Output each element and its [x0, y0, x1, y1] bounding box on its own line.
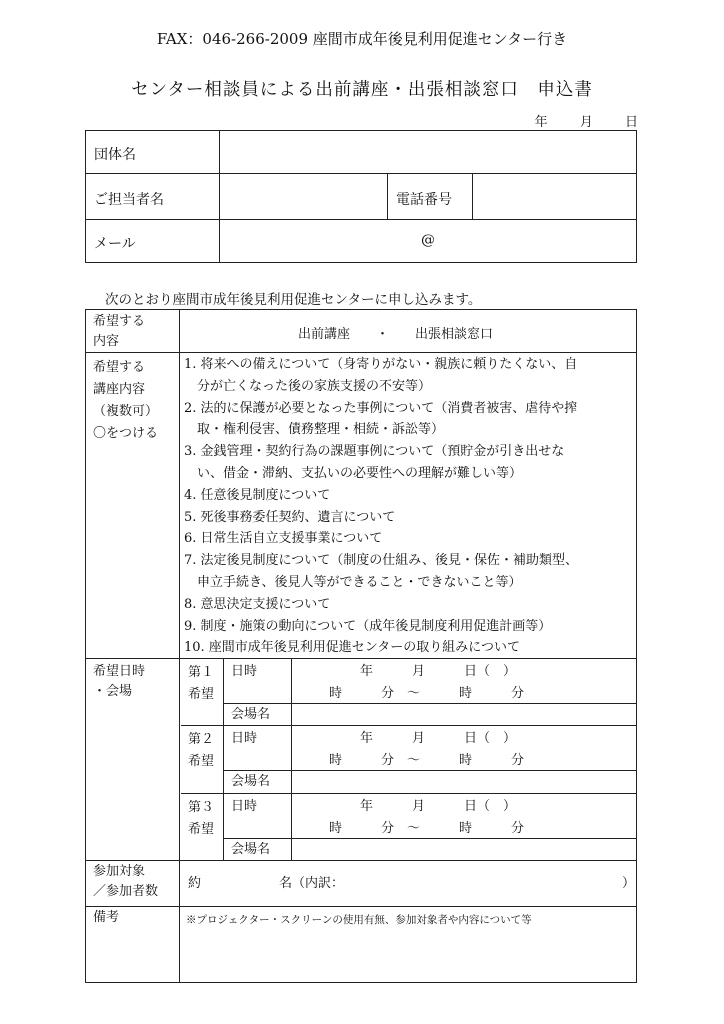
choice-2-label: 第２ 希望 — [188, 732, 215, 769]
divider — [179, 310, 180, 982]
list-item: 取・権利侵害、債務整理・相続・訴訟等） — [184, 422, 445, 438]
date-row[interactable]: 年 月 日（ ） — [360, 731, 517, 746]
venue-field[interactable] — [294, 705, 634, 724]
intro-text: 次のとおり座間市成年後見利用促進センターに申し込みます。 — [105, 292, 482, 308]
divider — [387, 173, 388, 219]
time-row[interactable]: 時 分 ～ 時 分 — [329, 686, 525, 701]
participants-value[interactable]: 約 名（内訳： — [188, 876, 345, 891]
divider — [472, 173, 473, 219]
remarks-label: 備考 — [93, 910, 120, 925]
divider — [291, 658, 292, 860]
date-row[interactable]: 年 月 日（ ） — [360, 799, 517, 814]
remarks-note: ※プロジェクター・スクリーンの使用有無、参加対象者や内容について等 — [186, 914, 532, 926]
phone-label: 電話番号 — [396, 192, 452, 208]
divider — [86, 173, 636, 174]
list-item: 分が亡くなった後の家族支援の不安等） — [184, 378, 432, 394]
day-label: 日 — [624, 115, 638, 130]
phone-field[interactable] — [475, 176, 634, 217]
group-name-field[interactable] — [222, 133, 634, 171]
divider — [219, 131, 220, 262]
list-item[interactable]: 1. 将来への備えについて（身寄りがない・親族に頼りたくない、自 — [184, 357, 578, 372]
participants-label: 参加対象 ／参加者数 — [93, 864, 159, 899]
contact-person-field[interactable] — [222, 176, 385, 217]
datetime-label: 日時 — [231, 731, 258, 746]
list-item[interactable]: 9. 制度・施策の動向について（成年後見制度利用促進計画等） — [184, 618, 552, 634]
list-item: 申立手続き、後見人等ができること・できないこと等） — [184, 574, 522, 590]
desired-content-options[interactable]: 出前講座 ・ 出張相談窓口 — [298, 327, 494, 342]
choice-1-label: 第１ 希望 — [188, 665, 215, 702]
desired-content-label: 希望する 内容 — [93, 314, 146, 349]
venue-field[interactable] — [294, 772, 634, 791]
group-name-label: 団体名 — [94, 147, 136, 163]
list-item[interactable]: 5. 死後事務委任契約、遺言について — [184, 509, 396, 525]
datetime-label: 日時 — [231, 799, 258, 814]
venue-label: 会場名 — [231, 842, 271, 857]
course-content-label: 希望する 講座内容 （複数可） 〇をつける — [93, 360, 159, 441]
form-title: センター相談員による出前講座・出張相談窓口 申込書 — [131, 80, 593, 100]
course-item-list — [184, 354, 578, 659]
divider — [86, 860, 636, 861]
contact-info-table — [85, 130, 637, 263]
schedule-label: 希望日時 ・会場 — [93, 664, 146, 699]
date-line — [507, 111, 638, 130]
mail-label: メール — [94, 236, 136, 252]
venue-field[interactable] — [294, 840, 634, 859]
time-row[interactable]: 時 分 ～ 時 分 — [329, 821, 525, 836]
at-sign: @ — [421, 232, 435, 248]
divider — [223, 658, 224, 860]
fax-header: FAX：046-266-2009 座間市成年後見利用促進センター行き — [156, 30, 568, 48]
divider — [86, 906, 636, 907]
divider — [86, 219, 636, 220]
list-item[interactable]: 4. 任意後見制度について — [184, 487, 331, 503]
application-form-table — [85, 309, 637, 983]
divider — [181, 793, 636, 794]
list-item[interactable]: 8. 意思決定支援について — [184, 596, 331, 612]
venue-label: 会場名 — [231, 707, 271, 722]
list-item: い、借金・滞納、支払いの必要性への理解が難しい等） — [184, 465, 523, 481]
list-item[interactable]: 7. 法定後見制度について（制度の仕組み、後見・保佐・補助類型、 — [184, 553, 579, 569]
list-item[interactable]: 6. 日常生活自立支援事業について — [184, 531, 383, 547]
divider — [86, 352, 636, 353]
contact-person-label: ご担当者名 — [94, 192, 164, 208]
datetime-label: 日時 — [231, 664, 258, 679]
year-label: 年 — [534, 115, 548, 130]
venue-label: 会場名 — [231, 774, 271, 789]
choice-3-label: 第３ 希望 — [188, 800, 215, 837]
date-row[interactable]: 年 月 日（ ） — [360, 664, 517, 679]
mail-field[interactable] — [222, 222, 634, 260]
divider — [181, 725, 636, 726]
list-item[interactable]: 10. 座間市成年後見利用促進センターの取り組みについて — [184, 640, 521, 656]
participants-close: ） — [622, 876, 636, 891]
month-label: 月 — [579, 115, 593, 130]
time-row[interactable]: 時 分 ～ 時 分 — [329, 753, 525, 768]
remarks-field[interactable] — [182, 930, 634, 980]
list-item[interactable]: 2. 法的に保護が必要となった事例について（消費者被害、虐待や搾 — [184, 400, 578, 416]
list-item[interactable]: 3. 金銭管理・契約行為の課題事例について（預貯金が引き出せな — [184, 444, 565, 460]
